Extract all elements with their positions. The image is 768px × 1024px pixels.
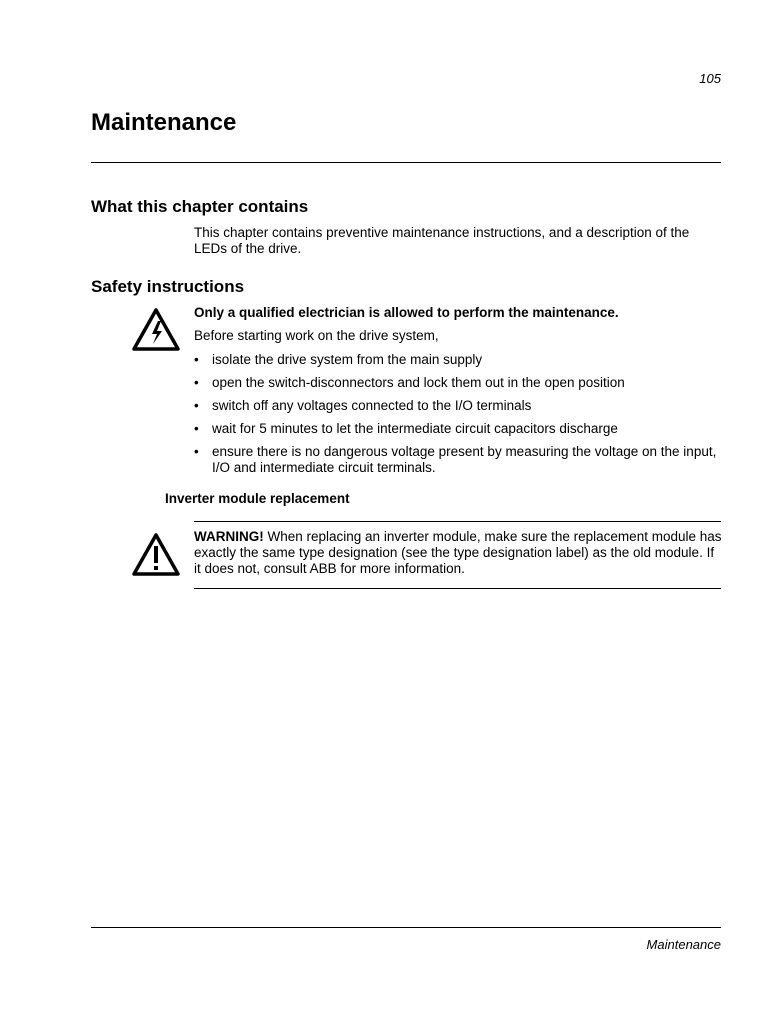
footer-chapter-name: Maintenance	[646, 937, 721, 952]
title-divider	[91, 162, 721, 163]
electrical-hazard-icon	[132, 307, 180, 351]
page-number: 105	[699, 71, 721, 86]
qualified-electrician-notice: Only a qualified electrician is allowed to perform the maintenance.	[194, 305, 619, 320]
bullet-marker: •	[194, 352, 199, 367]
general-warning-icon	[132, 532, 180, 576]
warning-top-rule	[194, 521, 721, 522]
section-text-contains: This chapter contains preventive maintenance instructions, and a description of the LEDs of the drive.	[194, 225, 690, 256]
list-item-text: ensure there is no dangerous voltage present by measuring the voltage on the input, I/O and intermediate circuit terminals.	[212, 444, 717, 475]
list-item-text: open the switch-disconnectors and lock them out in the open position	[212, 375, 625, 390]
chapter-title: Maintenance	[91, 109, 237, 136]
list-item-text: switch off any voltages connected to the I/O terminals	[212, 398, 532, 413]
warning-text: When replacing an inverter module, make sure the replacement module has exactly the same type designation (see the type designation label) as the old module. If it does not, consult ABB for more information.	[194, 529, 722, 576]
warning-message	[194, 529, 724, 577]
bullet-marker: •	[194, 444, 199, 459]
footer-divider	[91, 927, 721, 928]
bullet-marker: •	[194, 398, 199, 413]
subsection-heading-inverter: Inverter module replacement	[165, 491, 350, 506]
section-heading-contains: What this chapter contains	[91, 197, 309, 216]
safety-intro: Before starting work on the drive system,	[194, 328, 439, 343]
list-item-text: isolate the drive system from the main supply	[212, 352, 483, 367]
list-item	[194, 444, 721, 476]
list-item	[194, 421, 721, 437]
section-heading-safety: Safety instructions	[91, 277, 245, 296]
list-item	[194, 352, 721, 368]
bullet-marker: •	[194, 375, 199, 390]
bullet-marker: •	[194, 421, 199, 436]
list-item	[194, 375, 721, 391]
warning-label: WARNING!	[194, 529, 264, 544]
list-item	[194, 398, 721, 414]
warning-bottom-rule	[194, 588, 721, 589]
list-item-text: wait for 5 minutes to let the intermediate circuit capacitors discharge	[212, 421, 618, 436]
